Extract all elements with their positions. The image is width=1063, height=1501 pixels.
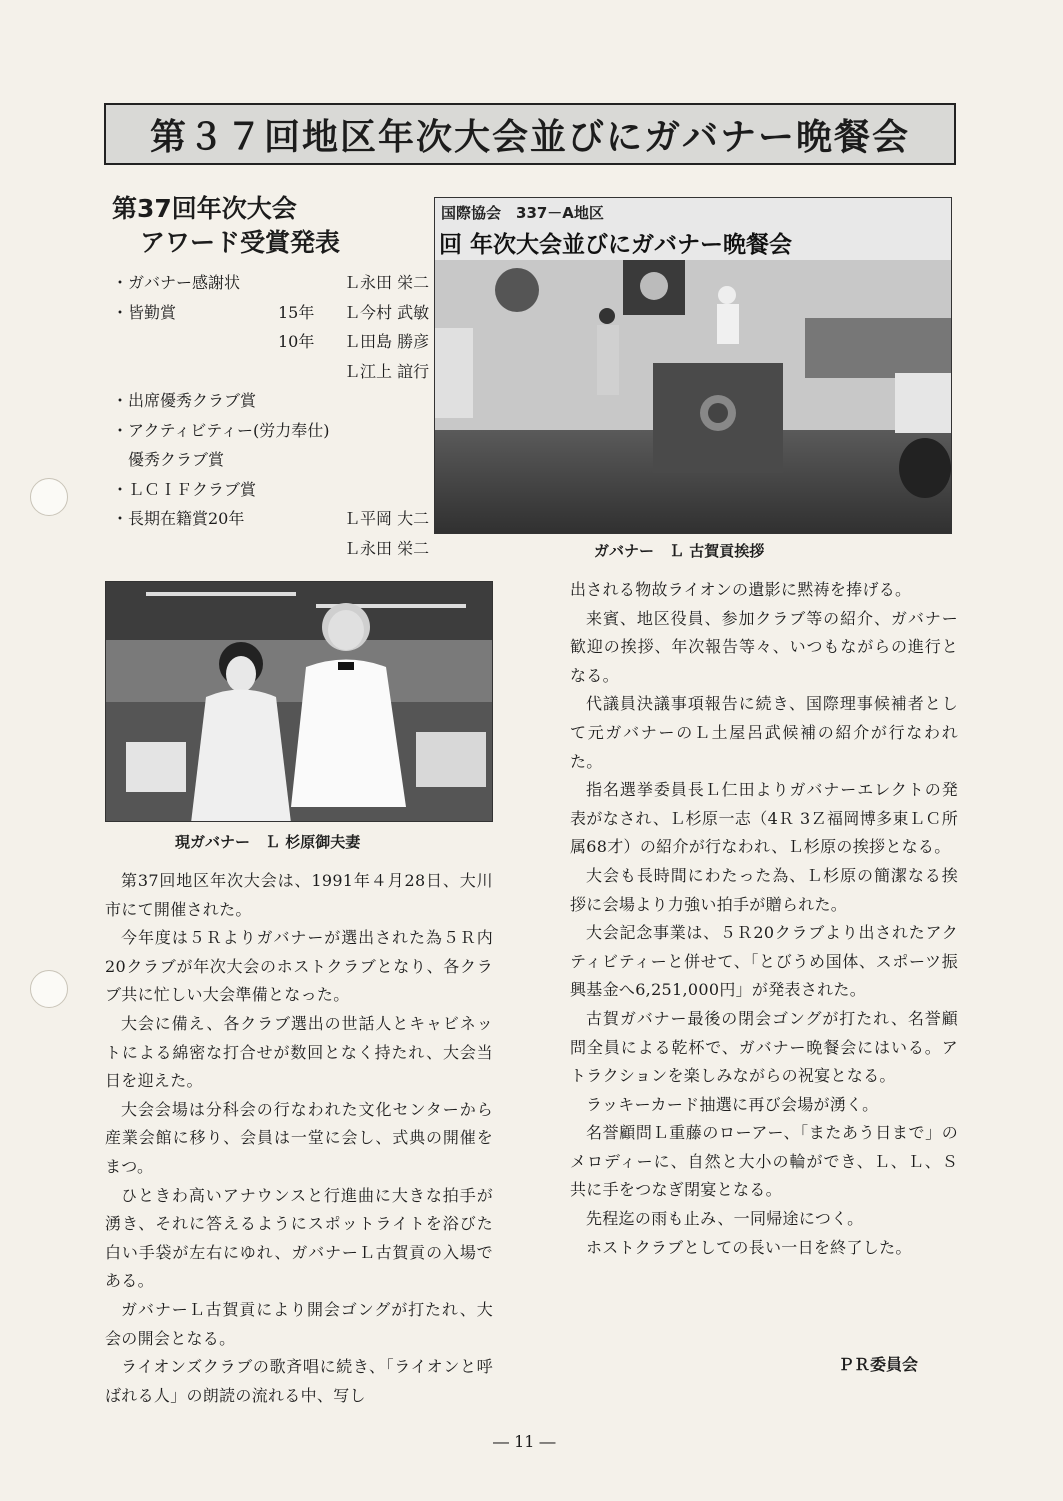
couple-photo-caption: 現ガバナー Ｌ 杉原御夫妻 — [175, 833, 361, 851]
award-heading-line2: アワード受賞発表 — [140, 228, 341, 257]
award-heading-line1: 第37回年次大会 — [112, 194, 297, 223]
paragraph: 大会も長時間にわたった為、Ｌ杉原の簡潔なる挨拶に会場より力強い拍手が贈られた。 — [570, 865, 958, 914]
paragraph: 古賀ガバナー最後の閉会ゴングが打たれ、名誉顧問全員による乾杯で、ガバナー晩餐会にはいる。アトラクションを楽しみながらの祝宴となる。 — [570, 1008, 958, 1086]
signature: ＰＲ委員会 — [838, 1355, 919, 1374]
award-c1: ・ガバナー感謝状 — [112, 273, 241, 292]
punch-hole-lower — [30, 970, 68, 1008]
award-row — [112, 475, 412, 505]
paragraph: 名誉顧問Ｌ重藤のローアー、「またあう日まで」のメロディーに、自然と大小の輪ができ、Ｌ、Ｌ、Ｓ共に手をつなぎ閉宴となる。 — [570, 1123, 958, 1200]
award-c4: Ｌ今村 武敏 — [344, 302, 430, 322]
paragraph: 指名選挙委員長Ｌ仁田よりガバナーエレクトの発表がなされ、Ｌ杉原一志（4Ｒ 3Ｚ福岡博多東ＬＣ所属68才）の紹介が行なわれ、Ｌ杉原の挨拶となる。 — [570, 780, 958, 857]
paragraph: ホストクラブとしての長い一日を終了した。 — [586, 1237, 912, 1257]
award-row — [112, 445, 412, 475]
award-c1: ・ＬＣＩＦクラブ賞 — [112, 479, 257, 499]
award-section — [112, 192, 430, 563]
paragraph: 先程迄の雨も止み、一同帰途につく。 — [586, 1209, 864, 1229]
award-c1: ・出席優秀クラブ賞 — [112, 391, 257, 410]
award-row — [112, 327, 430, 357]
award-row — [112, 268, 430, 298]
award-c4: Ｌ江上 誼行 — [344, 361, 430, 381]
right-continuation-line: 出される物故ライオンの遺影に黙祷を捧げる。 — [570, 580, 912, 599]
award-c3: 15年 — [278, 302, 315, 322]
paragraph: 来賓、地区役員、参加クラブ等の紹介、ガバナー歓迎の挨拶、年次報告等々、いつもながらの進行となる。 — [570, 608, 958, 685]
award-c1: ・アクティビティー(労力奉仕) — [112, 420, 330, 440]
award-row — [112, 534, 430, 564]
stage-banner-small-text: 国際協会 337－A地区 — [441, 204, 604, 222]
paragraph: ライオンズクラブの歌斉唱に続き、「ライオンと呼ばれる人」の朗読の流れる中、写し — [105, 1357, 493, 1405]
award-row — [112, 386, 412, 416]
paragraph: 今年度は５Ｒよりガバナーが選出された為５Ｒ内20クラブが年次大会のホストクラブとなり、各クラブ共に忙しい大会準備となった。 — [105, 928, 493, 1005]
paragraph: 大会会場は分科会の行なわれた文化センターから産業会館に移り、会員は一堂に会し、式典の開催をまつ。 — [105, 1099, 493, 1176]
award-c4: Ｌ平岡 大二 — [344, 509, 430, 528]
page-title: 第３７回地区年次大会並びにガバナー晩餐会 — [149, 115, 910, 158]
award-c1: 優秀クラブ賞 — [112, 450, 225, 469]
award-c4: Ｌ田島 勝彦 — [344, 332, 430, 351]
award-c1: ・皆勤賞 — [112, 302, 177, 322]
stage-photo-caption: ガバナー Ｌ 古賀貢挨拶 — [594, 542, 765, 560]
award-row — [112, 504, 430, 534]
title-banner — [104, 103, 956, 165]
article-left-column — [105, 867, 493, 1410]
award-c3: 10年 — [278, 332, 315, 351]
award-c4: Ｌ永田 栄二 — [344, 273, 430, 292]
paragraph: ひときわ高いアナウンスと行進曲に大きな拍手が湧き、それに答えるようにスポットライトを浴びた白い手袋が左右にゆれ、ガバナーＬ古賀貢の入場である。 — [105, 1185, 493, 1291]
stage-photo — [434, 197, 952, 534]
award-row — [112, 416, 412, 446]
couple-photo — [105, 581, 493, 822]
paragraph: 大会に備え、各クラブ選出の世話人とキャビネットによる綿密な打合せが数回となく持たれ、大会当日を迎えた。 — [105, 1013, 493, 1091]
award-list — [112, 268, 430, 563]
stage-banner-main-text: 回 年次大会並びにガバナー晩餐会 — [439, 232, 793, 258]
paragraph: 代議員決議事項報告に続き、国際理事候補者として元ガバナーのＬ土屋呂武候補の紹介が行なわれた。 — [570, 694, 958, 771]
award-row — [112, 298, 430, 328]
paragraph: ガバナーＬ古賀貢により開会ゴングが打たれ、大会の開会となる。 — [105, 1299, 493, 1348]
paragraph: 第37回地区年次大会は、1991年４月28日、大川市にて開催された。 — [105, 871, 493, 919]
page-number: ― 11 ― — [493, 1432, 556, 1451]
award-c4: Ｌ永田 栄二 — [344, 538, 430, 558]
article-right-column — [570, 576, 958, 1262]
award-row — [112, 357, 430, 387]
paragraph: 大会記念事業は、５Ｒ20クラブより出されたアクティビティーと併せて、「とびうめ国体、スポーツ振興基金へ6,251,000円」が発表された。 — [570, 923, 958, 1000]
couple-photo-image — [106, 582, 493, 822]
punch-hole-upper — [30, 478, 68, 516]
award-c1: ・長期在籍賞20年 — [112, 509, 245, 528]
paragraph: ラッキーカード抽選に再び会場が湧く。 — [586, 1094, 879, 1114]
